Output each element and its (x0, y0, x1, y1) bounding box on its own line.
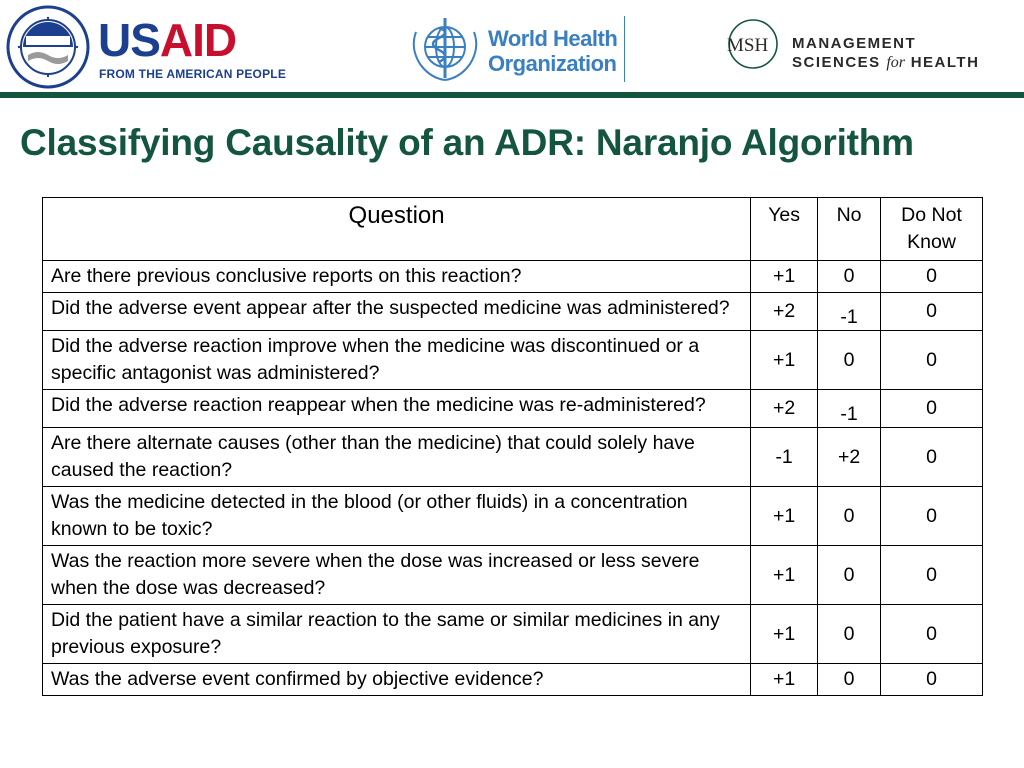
row-yes-score: +2 (751, 390, 818, 428)
msh-line1: MANAGEMENT (792, 35, 917, 52)
row-yes-score: -1 (751, 428, 818, 487)
table-row (43, 487, 983, 546)
msh-sciences: SCIENCES (792, 54, 887, 71)
row-dnk-score: 0 (881, 605, 983, 664)
usaid-seal-icon (6, 5, 90, 89)
row-yes-score: +1 (751, 487, 818, 546)
row-question: Was the adverse event confirmed by objective evidence? (43, 664, 751, 696)
header-dnk-line1: Do Not (901, 204, 962, 226)
msh-logo (724, 18, 1004, 78)
row-yes-score: +1 (751, 605, 818, 664)
header-no: No (818, 198, 881, 261)
usaid-aid: AID (159, 14, 237, 66)
slide-title: Classifying Causality of an ADR: Naranjo Algorithm (20, 122, 914, 163)
row-yes-score: +2 (751, 293, 818, 331)
row-yes-score: +1 (751, 331, 818, 390)
table-row (43, 331, 983, 390)
row-yes-score: +1 (751, 546, 818, 605)
row-no-score: -1 (818, 293, 881, 331)
usaid-us: US (98, 14, 160, 66)
usaid-wordmark (98, 14, 237, 66)
row-dnk-score: 0 (881, 390, 983, 428)
who-line2: Organization (488, 51, 617, 76)
row-no-score: -1 (818, 390, 881, 428)
table-header-row (43, 198, 983, 261)
msh-line2 (792, 53, 979, 72)
header-dnk-line2: Know (907, 231, 956, 253)
row-dnk-score: 0 (881, 664, 983, 696)
row-no-score: +2 (818, 428, 881, 487)
row-dnk-score: 0 (881, 261, 983, 293)
row-yes-score: +1 (751, 261, 818, 293)
header-do-not-know (881, 198, 983, 261)
table-row (43, 546, 983, 605)
row-question: Did the adverse reaction improve when the medicine was discontinued or a specific antagonist was administered? (43, 331, 751, 390)
msh-wordmark (792, 34, 979, 72)
row-yes-score: +1 (751, 664, 818, 696)
table-row (43, 390, 983, 428)
usaid-logo (6, 5, 287, 89)
who-emblem-icon (408, 14, 482, 84)
row-no-score: 0 (818, 605, 881, 664)
header-question: Question (43, 198, 751, 261)
row-no-score: 0 (818, 487, 881, 546)
who-divider (624, 16, 625, 82)
row-question: Are there previous conclusive reports on this reaction? (43, 261, 751, 293)
who-line1: World Health (488, 26, 618, 51)
row-dnk-score: 0 (881, 487, 983, 546)
table-row (43, 605, 983, 664)
row-dnk-score: 0 (881, 428, 983, 487)
header-yes: Yes (751, 198, 818, 261)
who-wordmark (488, 26, 617, 76)
msh-mark-icon (724, 18, 786, 74)
naranjo-table (42, 197, 983, 696)
row-dnk-score: 0 (881, 546, 983, 605)
row-question: Did the patient have a similar reaction to the same or similar medicines in any previous exposure? (43, 605, 751, 664)
row-question: Are there alternate causes (other than the medicine) that could solely have caused the reaction? (43, 428, 751, 487)
header-divider-rule (0, 92, 1024, 98)
table-row (43, 664, 983, 696)
table-row (43, 428, 983, 487)
row-no-score: 0 (818, 664, 881, 696)
row-no-score: 0 (818, 261, 881, 293)
row-dnk-score: 0 (881, 293, 983, 331)
msh-mark-text: MSH (727, 35, 769, 56)
logo-header (0, 0, 1024, 92)
row-question: Did the adverse reaction reappear when the medicine was re-administered? (43, 390, 751, 428)
who-logo (408, 14, 628, 84)
msh-health: HEALTH (905, 54, 980, 71)
row-dnk-score: 0 (881, 331, 983, 390)
table-row (43, 261, 983, 293)
usaid-tagline: FROM THE AMERICAN PEOPLE (99, 67, 287, 81)
row-no-score: 0 (818, 331, 881, 390)
row-no-score: 0 (818, 546, 881, 605)
row-question: Was the medicine detected in the blood (or other fluids) in a concentration known to be toxic? (43, 487, 751, 546)
row-question: Was the reaction more severe when the dose was increased or less severe when the dose was decreased? (43, 546, 751, 605)
msh-for: for (886, 54, 906, 71)
table-row (43, 293, 983, 331)
row-question: Did the adverse event appear after the suspected medicine was administered? (43, 293, 751, 331)
